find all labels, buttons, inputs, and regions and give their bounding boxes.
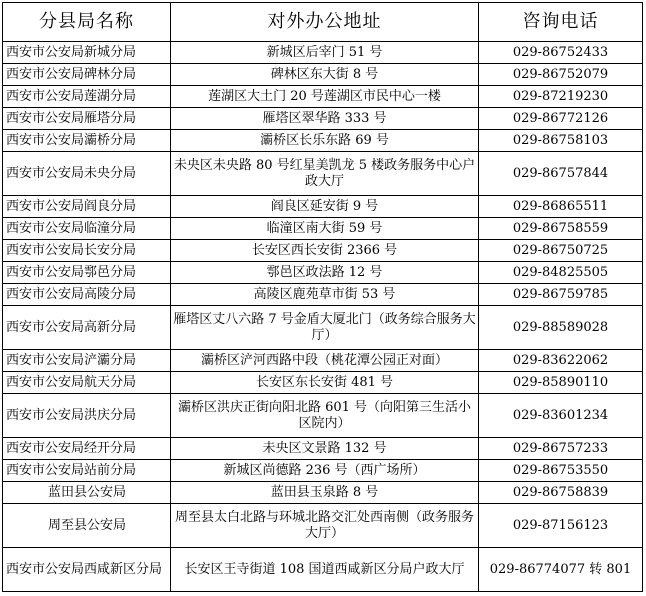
bureau-name-cell: 西安市公安局航天分局	[3, 372, 171, 394]
table-row	[3, 350, 643, 372]
table-row	[3, 108, 643, 130]
office-address-cell: 新城区后宰门 51 号	[171, 42, 479, 64]
phone-cell: 029-86750725	[479, 240, 643, 262]
table-row	[3, 394, 643, 438]
phone-cell: 029-86752433	[479, 42, 643, 64]
bureau-name-cell: 西安市公安局经开分局	[3, 438, 171, 460]
bureau-name-cell: 蓝田县公安局	[3, 482, 171, 504]
table-row	[3, 504, 643, 548]
phone-cell: 029-86758103	[479, 130, 643, 152]
phone-cell: 029-84825505	[479, 262, 643, 284]
bureau-name-cell: 西安市公安局临潼分局	[3, 218, 171, 240]
bureau-name-cell: 西安市公安局未央分局	[3, 152, 171, 196]
header-bureau-name: 分县局名称	[3, 3, 171, 42]
office-address-cell: 蓝田县玉泉路 8 号	[171, 482, 479, 504]
office-address-cell: 高陵区鹿苑草市街 53 号	[171, 284, 479, 306]
table-row	[3, 152, 643, 196]
bureau-name-cell: 西安市公安局阎良分局	[3, 196, 171, 218]
header-office-address: 对外办公地址	[171, 3, 479, 42]
table-row	[3, 64, 643, 86]
office-address-cell: 阎良区延安街 9 号	[171, 196, 479, 218]
table-row	[3, 130, 643, 152]
table-row	[3, 284, 643, 306]
bureau-name-cell: 周至县公安局	[3, 504, 171, 548]
phone-cell: 029-86759785	[479, 284, 643, 306]
table-header	[3, 3, 643, 42]
office-address-cell: 临潼区南大街 59 号	[171, 218, 479, 240]
bureau-name-cell: 西安市公安局碑林分局	[3, 64, 171, 86]
bureau-name-cell: 西安市公安局莲湖分局	[3, 86, 171, 108]
phone-cell: 029-88589028	[479, 306, 643, 350]
office-address-cell: 灞桥区洪庆正街向阳北路 601 号（向阳第三生活小区院内）	[171, 394, 479, 438]
phone-cell: 029-87156123	[479, 504, 643, 548]
table-row	[3, 42, 643, 64]
bureau-name-cell: 西安市公安局新城分局	[3, 42, 171, 64]
office-address-cell: 未央区未央路 80 号红星美凯龙 5 楼政务服务中心户政大厅	[171, 152, 479, 196]
phone-cell: 029-83601234	[479, 394, 643, 438]
office-address-cell: 周至县太白北路与环城北路交汇处西南侧（政务服务大厅）	[171, 504, 479, 548]
bureau-name-cell: 西安市公安局鄠邑分局	[3, 262, 171, 284]
bureau-name-cell: 西安市公安局高陵分局	[3, 284, 171, 306]
header-row	[3, 3, 643, 42]
table-row	[3, 86, 643, 108]
phone-cell: 029-86774077 转 801	[479, 548, 643, 592]
header-phone: 咨询电话	[479, 3, 643, 42]
office-address-cell: 雁塔区翠华路 333 号	[171, 108, 479, 130]
table-row	[3, 548, 643, 592]
table-row	[3, 372, 643, 394]
phone-cell: 029-86758839	[479, 482, 643, 504]
table-row	[3, 240, 643, 262]
table-row	[3, 218, 643, 240]
office-address-cell: 长安区西长安街 2366 号	[171, 240, 479, 262]
phone-cell: 029-86758559	[479, 218, 643, 240]
table-row	[3, 262, 643, 284]
bureau-name-cell: 西安市公安局灞桥分局	[3, 130, 171, 152]
bureau-name-cell: 西安市公安局西咸新区分局	[3, 548, 171, 592]
table-row	[3, 196, 643, 218]
phone-cell: 029-86865511	[479, 196, 643, 218]
table-row	[3, 460, 643, 482]
phone-cell: 029-86772126	[479, 108, 643, 130]
office-address-cell: 长安区东长安街 481 号	[171, 372, 479, 394]
phone-cell: 029-86752079	[479, 64, 643, 86]
phone-cell: 029-83622062	[479, 350, 643, 372]
table-body	[3, 42, 643, 592]
office-address-cell: 新城区尚德路 236 号（西广场所）	[171, 460, 479, 482]
table-row	[3, 482, 643, 504]
office-address-cell: 雁塔区丈八六路 7 号金盾大厦北门（政务综合服务大厅）	[171, 306, 479, 350]
table-row	[3, 438, 643, 460]
bureau-name-cell: 西安市公安局高新分局	[3, 306, 171, 350]
office-address-cell: 未央区文景路 132 号	[171, 438, 479, 460]
office-directory-table	[2, 2, 643, 592]
phone-cell: 029-85890110	[479, 372, 643, 394]
phone-cell: 029-86753550	[479, 460, 643, 482]
office-address-cell: 鄠邑区政法路 12 号	[171, 262, 479, 284]
office-address-cell: 长安区王寺街道 108 国道西咸新区分局户政大厅	[171, 548, 479, 592]
bureau-name-cell: 西安市公安局洪庆分局	[3, 394, 171, 438]
office-address-cell: 灞桥区长乐东路 69 号	[171, 130, 479, 152]
bureau-name-cell: 西安市公安局长安分局	[3, 240, 171, 262]
phone-cell: 029-87219230	[479, 86, 643, 108]
office-address-cell: 碑林区东大街 8 号	[171, 64, 479, 86]
bureau-name-cell: 西安市公安局雁塔分局	[3, 108, 171, 130]
office-address-cell: 灞桥区浐河西路中段（桃花潭公园正对面）	[171, 350, 479, 372]
phone-cell: 029-86757233	[479, 438, 643, 460]
phone-cell: 029-86757844	[479, 152, 643, 196]
office-address-cell: 莲湖区大土门 20 号莲湖区市民中心一楼	[171, 86, 479, 108]
bureau-name-cell: 西安市公安局站前分局	[3, 460, 171, 482]
bureau-name-cell: 西安市公安局浐灞分局	[3, 350, 171, 372]
table-row	[3, 306, 643, 350]
